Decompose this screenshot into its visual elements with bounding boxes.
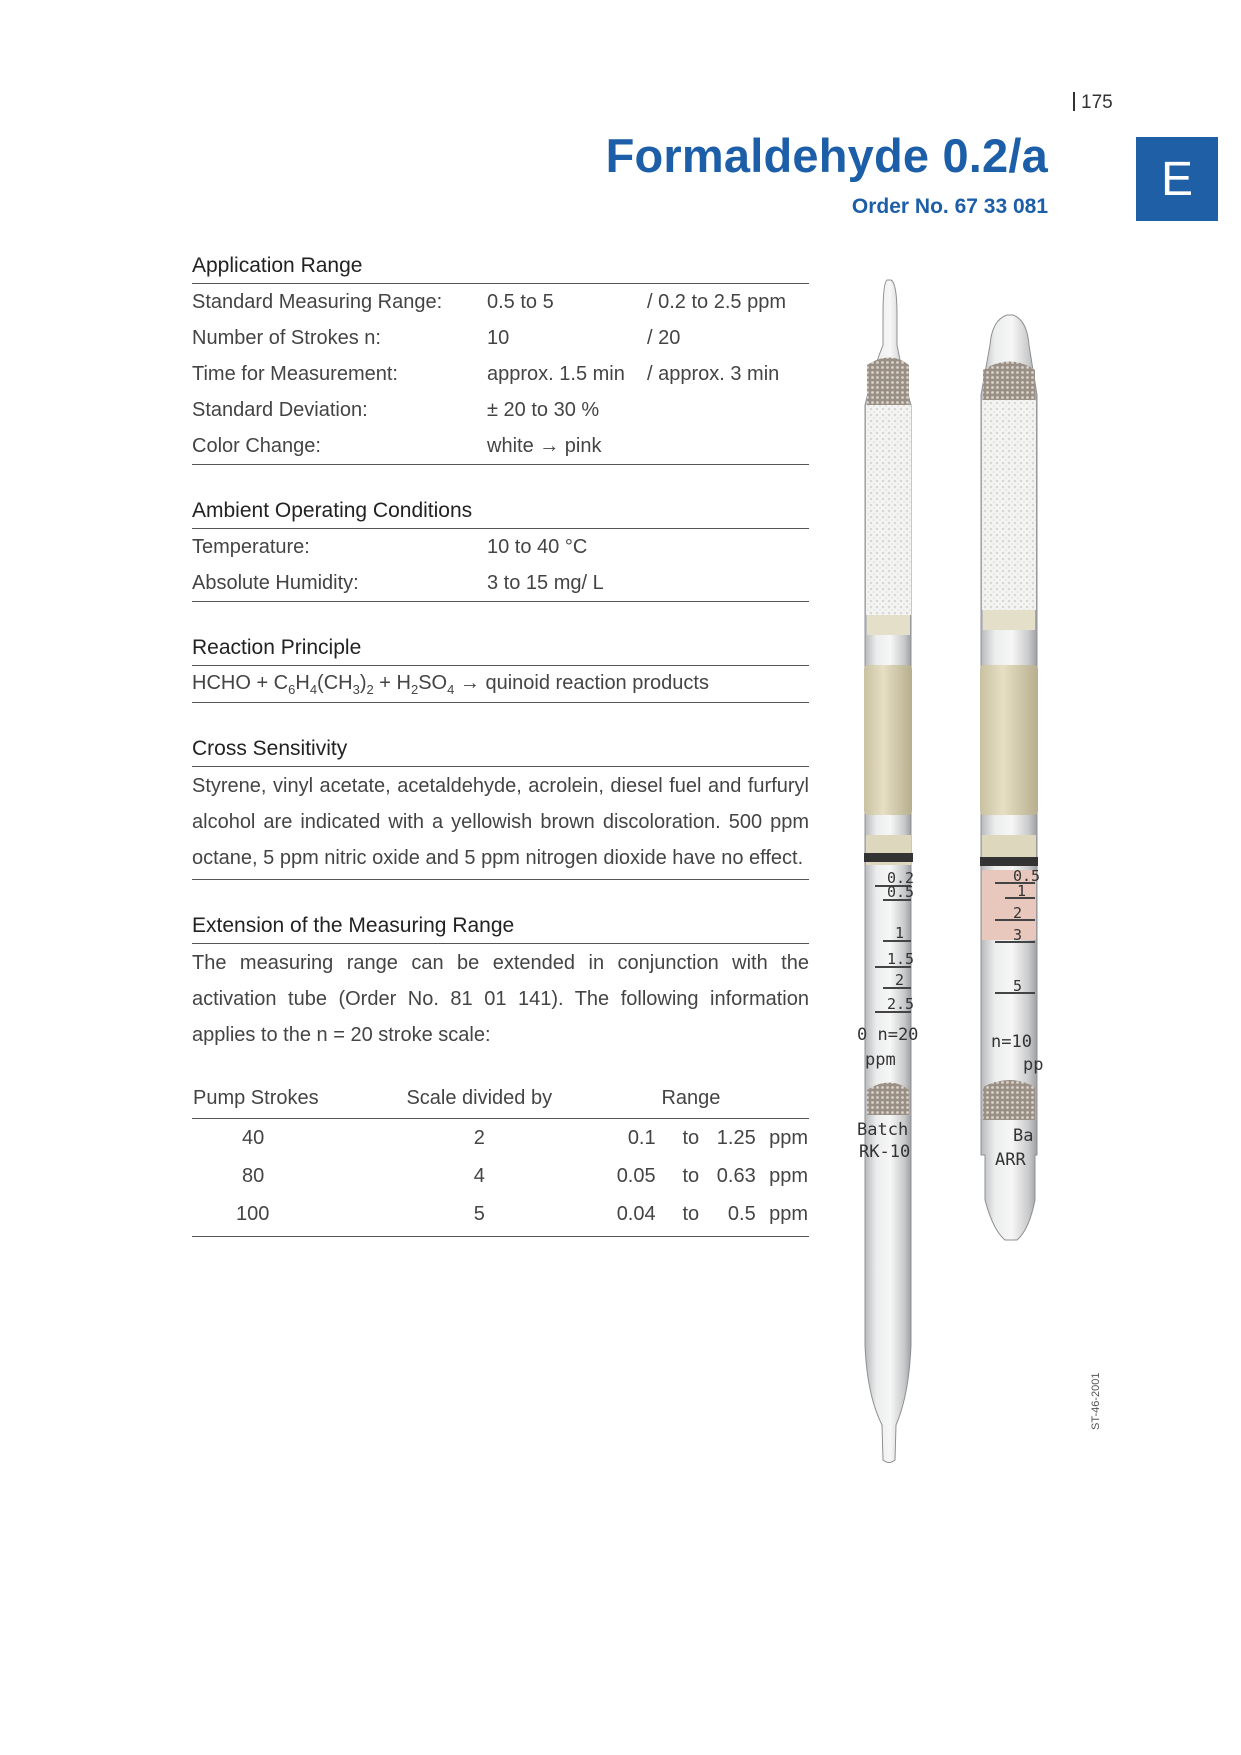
table-cell: 0.05 (616, 1164, 656, 1187)
tube-batch-label: Ba (1013, 1126, 1034, 1146)
spec-row (192, 284, 809, 320)
spec-row (192, 356, 809, 392)
table-cell: 1.25 (716, 1126, 756, 1149)
spec-label: Number of Strokes n: (192, 326, 381, 349)
ambient-conditions-section (192, 493, 809, 602)
page-number (1073, 92, 1113, 114)
spec-row (192, 320, 809, 356)
table-cell: 0.63 (716, 1164, 756, 1187)
tube-scale-label: 0.5 (1013, 867, 1041, 885)
table-cell: to (682, 1202, 700, 1225)
spec-value-alt: / approx. 3 min (647, 362, 780, 385)
photo-code: ST-46-2001 (1090, 1372, 1102, 1430)
spec-label: Absolute Humidity: (192, 571, 359, 594)
table-cell: 5 (473, 1202, 485, 1225)
table-cell: ppm (769, 1164, 808, 1187)
section-title: Extension of the Measuring Range (192, 908, 809, 944)
section-body (192, 767, 809, 880)
tube-scale-label: 0.2 (887, 869, 915, 887)
section-title: Reaction Principle (192, 630, 809, 666)
spec-value: approx. 1.5 min (487, 362, 625, 385)
table-row (192, 1157, 809, 1195)
tube-scale-label: 1 (1017, 882, 1027, 900)
spec-value-alt: / 20 (647, 326, 681, 349)
section-title: Application Range (192, 248, 809, 284)
tube-scale-label: 1 (895, 924, 905, 942)
spec-label: Standard Deviation: (192, 398, 368, 421)
column-header: Scale divided by (386, 1078, 573, 1119)
table-cell: 100 (236, 1202, 270, 1225)
spec-row (192, 428, 809, 464)
tube-stroke-label: 0 n=20 (857, 1025, 919, 1045)
table-cell: to (682, 1126, 700, 1149)
spec-row (192, 565, 809, 601)
table-cell: 0.5 (727, 1202, 756, 1225)
table-cell: 0.1 (627, 1126, 656, 1149)
spec-value-alt: / 0.2 to 2.5 ppm (647, 290, 786, 313)
table-cell: 40 (242, 1126, 265, 1149)
section-tab-e: E (1136, 137, 1218, 221)
order-number: Order No. 67 33 081 (851, 195, 1048, 218)
table-cell: 4 (473, 1164, 485, 1187)
table-cell: ppm (769, 1202, 808, 1225)
table-cell: 2 (473, 1126, 485, 1149)
table-cell: 80 (242, 1164, 265, 1187)
spec-label: Color Change: (192, 434, 321, 457)
section-body (192, 529, 809, 602)
reaction-formula: HCHO + $C_6H_4(CH_3)_2 + H_2SO_4$ → quinoid reaction products (192, 671, 709, 697)
pump-strokes-table (192, 1078, 809, 1237)
spec-value: 10 (487, 326, 510, 349)
table-row (192, 1119, 809, 1158)
page-title: Formaldehyde 0.2/a (605, 129, 1048, 182)
spec-label: Temperature: (192, 535, 310, 558)
application-range-section (192, 248, 809, 465)
section-body (192, 284, 809, 465)
tube-batch-code: ARR (995, 1150, 1026, 1170)
cross-sensitivity-text: Styrene, vinyl acetate, acetaldehyde, acrolein, diesel fuel and furfuryl alcohol are indicated with a yellowish brown discoloration. 500 ppm octane, 5 ppm nitric oxide and 5 ppm nitrogen dioxide have no effect. (192, 775, 809, 869)
section-title: Ambient Operating Conditions (192, 493, 809, 529)
extension-text: The measuring range can be extended in conjunction with the activation tube (Order No. 81 01 141). The following information applies to the n = 20 stroke scale: (192, 952, 809, 1046)
spec-value: ± 20 to 30 % (487, 398, 600, 421)
spec-value: 0.5 to 5 (487, 290, 554, 313)
spec-row (192, 529, 809, 565)
spec-content (192, 248, 809, 1265)
tube-scale-label: 5 (1013, 977, 1023, 995)
table-cell: to (682, 1164, 700, 1187)
page-number-text: 175 (1081, 92, 1113, 113)
tube-batch-code: RK-10 (859, 1142, 911, 1162)
detector-tubes-photo (845, 275, 1085, 1465)
spec-value: 10 to 40 °C (487, 535, 588, 558)
spec-value: white → pink (487, 434, 602, 457)
tube-unit-label: pp (1023, 1055, 1044, 1075)
spec-label: Time for Measurement: (192, 362, 398, 385)
tube-scale-label: 2 (1013, 904, 1023, 922)
column-header: Pump Strokes (192, 1078, 386, 1119)
spec-row (192, 392, 809, 428)
tube-batch-label: Batch (857, 1120, 909, 1140)
reaction-principle-section (192, 630, 809, 703)
tube-scale-label: 2.5 (887, 995, 915, 1013)
tube-scale-label: 1.5 (887, 950, 915, 968)
right-tube (980, 315, 1043, 1240)
tube-unit-label: ppm (865, 1050, 896, 1070)
tube-scale-label: 2 (895, 971, 905, 989)
page-number-divider (1073, 92, 1075, 111)
table-header-row (192, 1078, 809, 1119)
column-header: Range (573, 1078, 809, 1119)
table-cell: ppm (769, 1126, 808, 1149)
section-body (192, 666, 809, 703)
spec-label: Standard Measuring Range: (192, 290, 443, 313)
table-row (192, 1195, 809, 1237)
tube-stroke-label: n=10 (991, 1032, 1032, 1052)
tube-scale-label: 0.5 (887, 883, 915, 901)
spec-value: 3 to 15 mg/ L (487, 571, 604, 594)
left-tube (857, 280, 918, 1463)
tube-scale-label: 3 (1013, 926, 1023, 944)
extension-section (192, 908, 809, 1237)
table-cell: 0.04 (616, 1202, 656, 1225)
cross-sensitivity-section (192, 731, 809, 880)
section-title: Cross Sensitivity (192, 731, 809, 767)
